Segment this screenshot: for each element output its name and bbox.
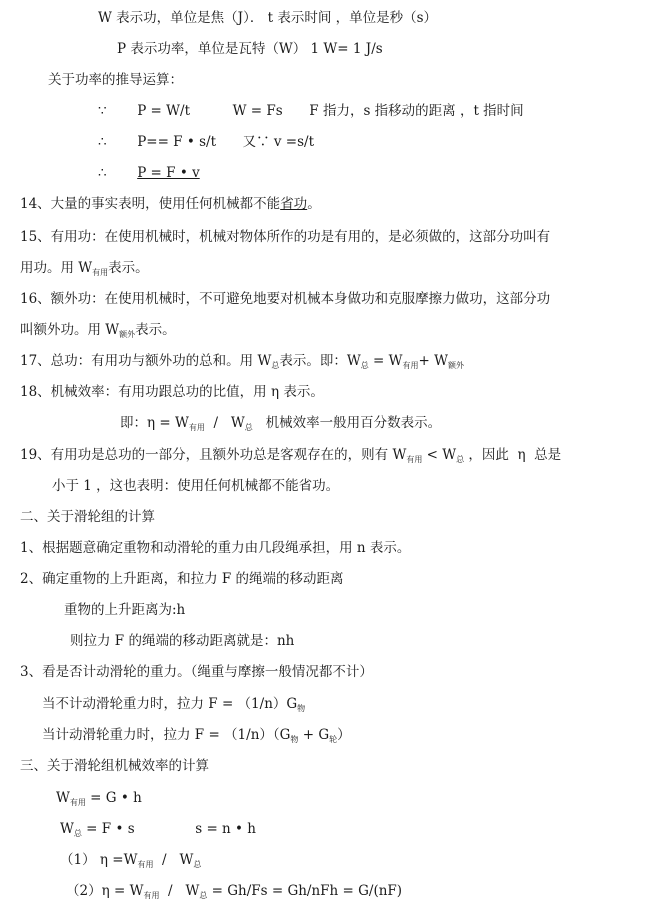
formula-text: / W [204,415,245,431]
subscript: 总 [193,860,202,869]
section-2-item-3: 3、看是否计动滑轮的重力。（绳重与摩擦一般情况都不计） [20,664,373,680]
section-2-item-1: 1、根据题意确定重物和动滑轮的重力由几段绳承担，用 n 表示。 [20,540,411,556]
efficiency-formula-1 [60,851,201,874]
item-19-text: < W [422,447,457,463]
item-14-text: 14、大量的事实表明，使用任何机械都不能 [20,196,281,212]
formula-text: （2）η = W [66,883,144,899]
line-power-units: P 表示功率，单位是瓦特（W） 1 W= 1 J/s [117,41,383,57]
subscript: 额外 [119,330,136,339]
underlined-term: 省功 [280,196,308,212]
subscript: 总 [244,423,253,432]
item-15-end: 表示。 [108,260,149,276]
item-18: 18、机械效率：有用功跟总功的比值，用 η 表示。 [20,384,324,400]
formula-p-fst: P== F • s/t [137,134,216,150]
formula-v-st: 又∵ v =s/t [242,134,315,150]
section-2-heading: 二、关于滑轮组的计算 [20,509,155,525]
item-17-text: = W [368,353,403,369]
force-without-pulley-weight [42,695,305,718]
subscript: 总 [73,829,82,838]
efficiency-formula-2 [66,882,402,905]
efficiency-formula-line [120,414,441,437]
item-15-line-1: 15、有用功：在使用机械时，机械对物体所作的功是有用的，是必须做的，这部分功叫有 [20,229,551,245]
subscript: 总 [199,891,208,900]
item-14 [20,195,321,213]
subscript: 总 [360,361,369,370]
formula-text: = G • h [85,790,142,806]
total-work-formula [60,820,256,843]
subscript: 物 [290,735,299,744]
line-derivation-step-2 [98,133,314,151]
subscript: 额外 [448,361,465,370]
subscript: 有用 [92,268,109,277]
therefore-symbol: ∴ [98,165,107,181]
section-2-item-2: 2、确定重物的上升距离，和拉力 F 的绳端的移动距离 [20,571,344,587]
item-16-line-1: 16、额外功：在使用机械时，不可避免地要对机械本身做功和克服摩擦力做功，这部分功 [20,291,551,307]
lift-distance-line: 重物的上升距离为:h [64,602,186,618]
formula-text: = Gh/Fs = Gh/nFh = G/(nF) [207,883,403,899]
formula-note: 机械效率一般用百分数表示。 [252,415,442,431]
section-3-heading: 三、关于滑轮组机械效率的计算 [20,758,209,774]
item-15-text: 用功。用 W [20,260,93,276]
formula-p-fv: P = F • v [137,165,200,181]
rope-distance-line: 则拉力 F 的绳端的移动距离就是：nh [70,633,295,649]
item-19-line-2: 小于 1 ，这也表明：使用任何机械都不能省功。 [52,478,340,494]
variable-explanation: F 指力，s 指移动的距离 ，t 指时间 [309,103,524,119]
item-19-text: 19、有用功是总功的一部分，且额外功总是客观存在的，则有 W [20,447,407,463]
item-16-line-2 [20,321,176,344]
subscript: 有用 [188,423,205,432]
subscript: 物 [297,704,306,713]
item-14-period: 。 [307,196,321,212]
formula-text: ） [337,727,351,743]
subscript: 总 [456,455,465,464]
line-derivation-step-3 [98,164,200,182]
formula-text: + G [298,727,330,743]
subscript: 有用 [69,798,86,807]
because-symbol: ∵ [98,103,107,119]
subscript: 有用 [406,455,423,464]
item-19-line-1 [20,446,561,469]
formula-text: 即：η = W [120,415,189,431]
item-15-line-2 [20,259,149,282]
subscript: 有用 [143,891,160,900]
formula-s-nh: s = n • h [195,821,256,837]
therefore-symbol: ∴ [98,134,107,150]
formula-text: = F • s [81,821,135,837]
item-17 [20,352,464,375]
formula-text: / W [153,852,194,868]
formula-text: / W [159,883,200,899]
formula-w-fs: W = Fs [232,103,283,119]
item-17-text: 17、总功：有用功与额外功的总和。用 W [20,353,272,369]
formula-text: 当不计动滑轮重力时，拉力 F = （1/n）G [42,696,298,712]
item-16-end: 表示。 [135,322,176,338]
line-derivation-step-1 [98,102,524,120]
item-19-text: ，因此 η 总是 [464,447,562,463]
subscript: 总 [271,361,280,370]
line-work-time-units: W 表示功，单位是焦（J）． t 表示时间 ，单位是秒（s） [98,10,438,26]
line-power-derivation-title: 关于功率的推导运算： [48,72,183,88]
force-with-pulley-weight [42,726,351,749]
subscript: 有用 [402,361,419,370]
subscript: 有用 [137,860,154,869]
item-17-text: + W [418,353,449,369]
useful-work-formula [56,789,142,812]
formula-text: W [56,790,70,806]
subscript: 轮 [329,735,338,744]
formula-text: 当计动滑轮重力时，拉力 F = （1/n）（G [42,727,291,743]
item-17-text: 表示。即：W [279,353,361,369]
item-16-text: 叫额外功。用 W [20,322,120,338]
formula-p-wt: P = W/t [137,103,191,119]
formula-text: W [60,821,74,837]
formula-text: （1） η =W [60,852,138,868]
